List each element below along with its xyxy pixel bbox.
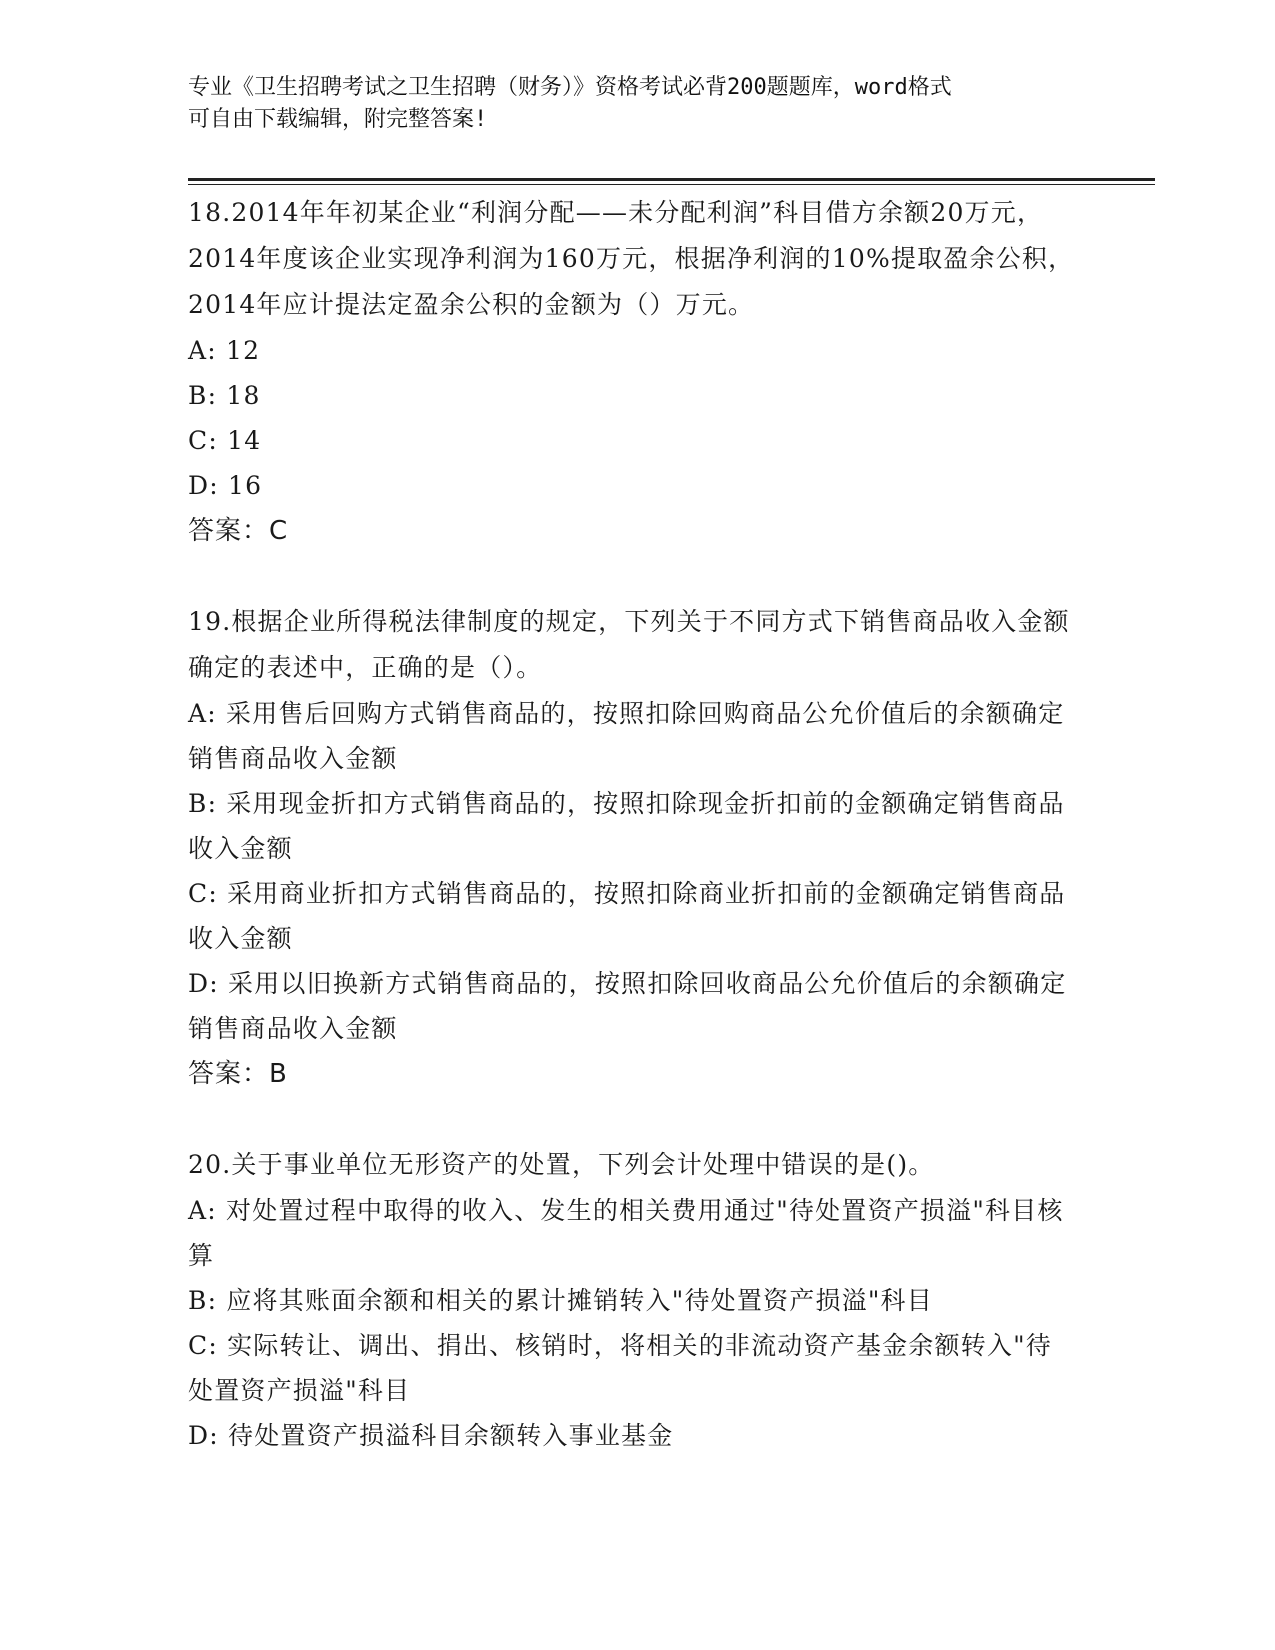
header-title-line-2: 可自由下载编辑，附完整答案! — [188, 107, 488, 132]
option-b: B: 应将其账面余额和相关的累计摊销转入"待处置资产损溢"科目 — [188, 1286, 933, 1315]
option-b: B: 18 — [188, 381, 261, 410]
option-c: C: 14 — [188, 426, 262, 455]
question-19 — [188, 599, 1078, 1097]
answer-line: 答案：C — [188, 516, 289, 546]
answer-line: 答案：B — [188, 1059, 288, 1089]
option-a: A: 采用售后回购方式销售商品的，按照扣除回购商品公允价值后的余额确定销售商品收入金额 — [188, 699, 1065, 773]
question-list — [188, 190, 1078, 1458]
option-d: D: 采用以旧换新方式销售商品的，按照扣除回收商品公允价值后的余额确定销售商品收入金额 — [188, 969, 1067, 1043]
option-a: A: 对处置过程中取得的收入、发生的相关费用通过"待处置资产损溢"科目核算 — [188, 1196, 1064, 1270]
option-d: D: 16 — [188, 471, 263, 500]
option-b: B: 采用现金折扣方式销售商品的，按照扣除现金折扣前的金额确定销售商品收入金额 — [188, 789, 1065, 863]
question-spacer — [188, 1097, 1078, 1142]
option-c: C: 采用商业折扣方式销售商品的，按照扣除商业折扣前的金额确定销售商品收入金额 — [188, 879, 1066, 953]
option-d: D: 待处置资产损溢科目余额转入事业基金 — [188, 1421, 674, 1450]
header-title-line-1: 专业《卫生招聘考试之卫生招聘（财务）》资格考试必背200题题库，word格式 — [188, 75, 952, 100]
header-divider-thin — [188, 184, 1155, 185]
question-20 — [188, 1142, 1078, 1458]
question-stem: 18.2014年年初某企业“利润分配——未分配利润”科目借方余额20万元，2014年度该企业实现净利润为160万元，根据净利润的10%提取盈余公积，2014年应计提法定盈余公积的金额为（）万元。 — [188, 198, 1075, 319]
question-stem: 20.关于事业单位无形资产的处置，下列会计处理中错误的是()。 — [188, 1150, 935, 1179]
header-divider-thick — [188, 178, 1155, 181]
document-header — [188, 72, 1068, 136]
question-spacer — [188, 554, 1078, 599]
option-c: C: 实际转让、调出、捐出、核销时，将相关的非流动资产基金余额转入"待处置资产损溢"科目 — [188, 1331, 1052, 1405]
question-18 — [188, 190, 1078, 554]
option-a: A: 12 — [188, 336, 261, 365]
question-stem: 19.根据企业所得税法律制度的规定，下列关于不同方式下销售商品收入金额确定的表述中，正确的是（）。 — [188, 607, 1070, 682]
